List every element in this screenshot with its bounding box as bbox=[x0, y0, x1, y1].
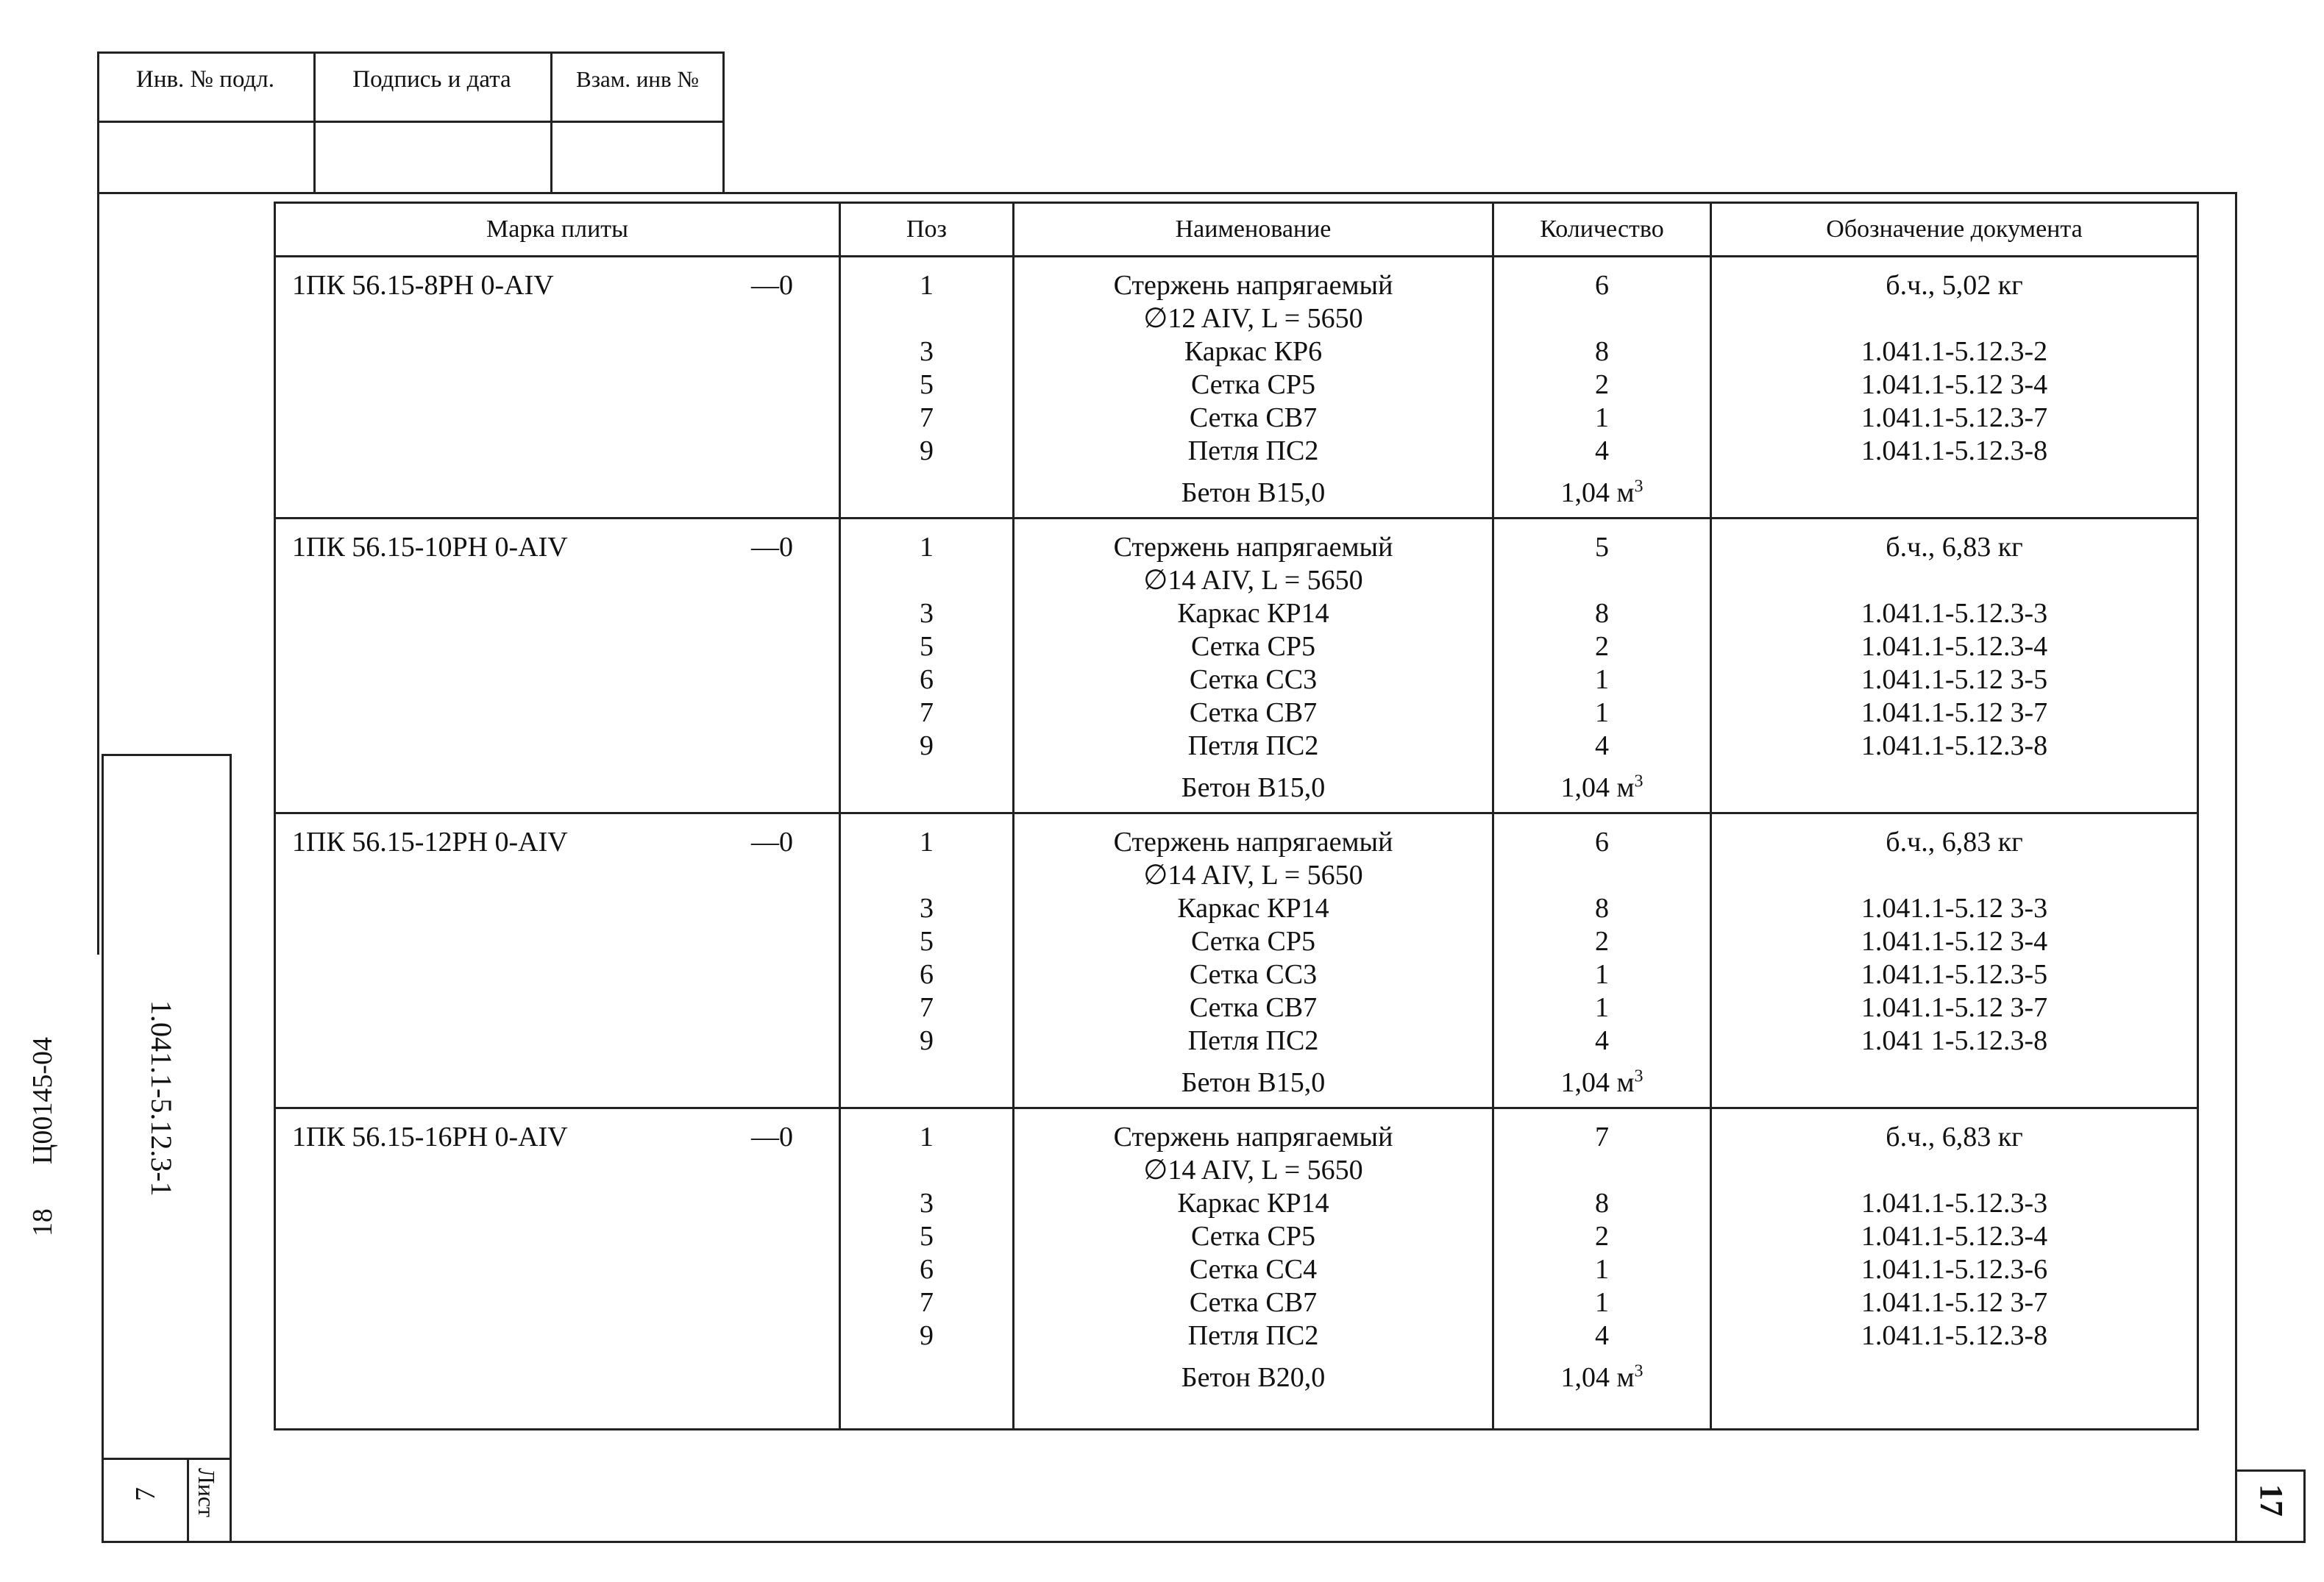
stamp-replace-label: Взам. инв № bbox=[576, 66, 699, 92]
plate-mark-suffix: —0 bbox=[751, 270, 793, 301]
spacer bbox=[841, 1353, 1012, 1361]
cell-qty bbox=[1493, 519, 1711, 813]
item-name: Петля ПС2 bbox=[1187, 435, 1319, 466]
item-document: 1.041.1-5.12 3-4 bbox=[1861, 369, 2048, 400]
position-number: 6 bbox=[920, 664, 934, 695]
position-number: 9 bbox=[920, 1320, 934, 1351]
concrete-unit-exponent: 3 bbox=[1634, 1361, 1643, 1381]
spacer bbox=[841, 477, 1012, 510]
cell-mark bbox=[275, 813, 840, 1108]
spacer bbox=[1494, 763, 1710, 772]
archive-page: 18 bbox=[27, 1208, 58, 1237]
position-number: 1 bbox=[920, 270, 934, 301]
spacer bbox=[841, 468, 1012, 477]
item-name: Каркас КР14 bbox=[1177, 893, 1329, 924]
spacer bbox=[841, 1066, 1012, 1100]
item-name: Стержень напрягаемый bbox=[1113, 532, 1393, 563]
cell-name bbox=[1014, 813, 1493, 1108]
spacer bbox=[1494, 468, 1710, 477]
spacer bbox=[1712, 1066, 2197, 1100]
spacer bbox=[1494, 859, 1710, 892]
position-number: 1 bbox=[920, 1122, 934, 1152]
spacer bbox=[1712, 763, 2197, 772]
position-number: 9 bbox=[920, 730, 934, 761]
spacer bbox=[841, 302, 1012, 335]
position-number: 9 bbox=[920, 435, 934, 466]
header-pos: Поз bbox=[840, 203, 1014, 257]
spacer bbox=[841, 763, 1012, 772]
concrete-name: Бетон В15,0 bbox=[1181, 1067, 1326, 1098]
item-quantity: 1 bbox=[1595, 1287, 1609, 1318]
cell-name bbox=[1014, 257, 1493, 519]
item-name: ∅14 AIV, L = 5650 bbox=[1143, 565, 1363, 596]
spacer bbox=[841, 1361, 1012, 1394]
item-name: Сетка СВ7 bbox=[1189, 697, 1318, 728]
position-number: 5 bbox=[920, 1221, 934, 1252]
header-qty: Количество bbox=[1493, 203, 1711, 257]
position-number: 9 bbox=[920, 1025, 934, 1056]
item-quantity: 1 bbox=[1595, 664, 1609, 695]
item-quantity: 8 bbox=[1595, 336, 1609, 367]
item-name: Петля ПС2 bbox=[1187, 1320, 1319, 1351]
spacer bbox=[1712, 772, 2197, 805]
item-document: 1.041.1-5.12 3-3 bbox=[1861, 893, 2048, 924]
cell-pos bbox=[840, 813, 1014, 1108]
position-number: 3 bbox=[920, 893, 934, 924]
concrete-quantity bbox=[1494, 1066, 1710, 1100]
position-number: 7 bbox=[920, 402, 934, 433]
item-name: Сетка СС3 bbox=[1189, 959, 1318, 990]
archive-code bbox=[26, 1037, 59, 1236]
item-name: Сетка СС3 bbox=[1189, 664, 1318, 695]
item-quantity: 2 bbox=[1595, 1221, 1609, 1252]
frame-left-step bbox=[102, 754, 230, 756]
sheet-label: Лист bbox=[193, 1468, 220, 1518]
cell-doc bbox=[1711, 519, 2198, 813]
item-name: Каркас КР6 bbox=[1184, 336, 1323, 367]
plate-mark bbox=[276, 1121, 839, 1154]
item-quantity: 8 bbox=[1595, 1188, 1609, 1219]
item-document: б.ч., 6,83 кг bbox=[1886, 1122, 2023, 1152]
spacer bbox=[1712, 468, 2197, 477]
item-document: 1.041.1-5.12.3-3 bbox=[1861, 1188, 2048, 1219]
table-header-row bbox=[275, 203, 2198, 257]
item-document: б.ч., 6,83 кг bbox=[1886, 827, 2023, 858]
item-name: Петля ПС2 bbox=[1187, 730, 1319, 761]
item-name: Каркас КР14 bbox=[1177, 1188, 1329, 1219]
frame-left-lower bbox=[102, 754, 104, 1543]
frame-left bbox=[97, 192, 99, 955]
cell-mark bbox=[275, 1108, 840, 1430]
spacer bbox=[841, 772, 1012, 805]
item-name: Сетка СР5 bbox=[1190, 369, 1315, 400]
plate-mark-suffix: —0 bbox=[751, 532, 793, 563]
spacer bbox=[1712, 1361, 2197, 1394]
item-document: 1.041.1-5.12 3-7 bbox=[1861, 1287, 2048, 1318]
spacer bbox=[1014, 468, 1492, 477]
plate-mark-code: 1ПК 56.15-12РН 0-AIV bbox=[292, 827, 568, 858]
item-name: ∅14 AIV, L = 5650 bbox=[1143, 1155, 1363, 1186]
page-number: 17 bbox=[2253, 1484, 2289, 1517]
stamp-signature-label: Подпись и дата bbox=[352, 66, 511, 93]
item-quantity: 5 bbox=[1595, 532, 1609, 563]
spacer bbox=[1494, 302, 1710, 335]
spacer bbox=[1494, 1353, 1710, 1361]
item-quantity: 2 bbox=[1595, 926, 1609, 957]
plate-mark-suffix: —0 bbox=[751, 1122, 793, 1152]
item-name: Стержень напрягаемый bbox=[1113, 270, 1393, 301]
item-document: 1.041.1-5.12 3-7 bbox=[1861, 697, 2048, 728]
sheet-stamp-top bbox=[102, 1458, 230, 1460]
document-code: 1.041.1-5.12.3-1 bbox=[145, 1000, 178, 1197]
item-quantity: 4 bbox=[1595, 1025, 1609, 1056]
item-document: 1.041.1-5.12.3-8 bbox=[1861, 1320, 2048, 1351]
concrete-name: Бетон В15,0 bbox=[1181, 772, 1326, 803]
plate-mark-suffix: —0 bbox=[751, 827, 793, 858]
cell-qty bbox=[1493, 1108, 1711, 1430]
spacer bbox=[841, 564, 1012, 597]
frame-right bbox=[2235, 192, 2237, 1543]
plate-mark-code: 1ПК 56.15-8РН 0-AIV bbox=[292, 270, 554, 301]
spacer bbox=[1494, 1058, 1710, 1066]
item-document: 1.041.1-5.12.3-7 bbox=[1861, 402, 2048, 433]
plate-mark-code: 1ПК 56.15-16РН 0-AIV bbox=[292, 1122, 568, 1152]
concrete-quantity-value: 1,04 м bbox=[1560, 477, 1635, 508]
item-quantity: 4 bbox=[1595, 730, 1609, 761]
spacer bbox=[1014, 1058, 1492, 1066]
item-quantity: 4 bbox=[1595, 1320, 1609, 1351]
position-number: 3 bbox=[920, 336, 934, 367]
position-number: 3 bbox=[920, 1188, 934, 1219]
table-group-row bbox=[275, 257, 2198, 519]
position-number: 7 bbox=[920, 697, 934, 728]
specification-table bbox=[274, 202, 2197, 1430]
spacer bbox=[841, 1154, 1012, 1187]
position-number: 5 bbox=[920, 926, 934, 957]
position-number: 3 bbox=[920, 598, 934, 629]
frame-bottom bbox=[102, 1541, 2235, 1543]
table-group-row bbox=[275, 519, 2198, 813]
item-quantity: 1 bbox=[1595, 697, 1609, 728]
item-name: Сетка СР5 bbox=[1190, 631, 1315, 662]
spacer bbox=[1712, 564, 2197, 597]
item-name: Сетка СР5 bbox=[1190, 1221, 1315, 1252]
cell-mark bbox=[275, 257, 840, 519]
item-name: Сетка СР5 bbox=[1190, 926, 1315, 957]
item-document: 1.041.1-5.12.3-5 bbox=[1861, 959, 2048, 990]
item-name: Петля ПС2 bbox=[1187, 1025, 1319, 1056]
cell-doc bbox=[1711, 813, 2198, 1108]
item-document: 1.041.1-5.12.3-2 bbox=[1861, 336, 2048, 367]
item-quantity: 6 bbox=[1595, 827, 1609, 858]
concrete-name: Бетон В20,0 bbox=[1181, 1362, 1326, 1393]
stamp-divider bbox=[97, 121, 725, 123]
concrete-quantity bbox=[1494, 477, 1710, 510]
item-document: 1.041.1-5.12.3-4 bbox=[1861, 631, 2048, 662]
cell-doc bbox=[1711, 1108, 2198, 1430]
item-quantity: 1 bbox=[1595, 1254, 1609, 1285]
plate-mark bbox=[276, 826, 839, 859]
item-name: Сетка СВ7 bbox=[1189, 402, 1318, 433]
item-quantity: 2 bbox=[1595, 369, 1609, 400]
cell-mark bbox=[275, 519, 840, 813]
spacer bbox=[841, 1058, 1012, 1066]
item-quantity: 1 bbox=[1595, 992, 1609, 1023]
cell-name bbox=[1014, 1108, 1493, 1430]
frame-side-column bbox=[230, 754, 232, 1543]
item-quantity: 8 bbox=[1595, 598, 1609, 629]
plate-mark bbox=[276, 531, 839, 564]
header-mark: Марка плиты bbox=[275, 203, 840, 257]
item-document: 1.041.1-5.12.3-6 bbox=[1861, 1254, 2048, 1285]
cell-qty bbox=[1493, 257, 1711, 519]
plate-mark-code: 1ПК 56.15-10РН 0-AIV bbox=[292, 532, 568, 563]
spacer bbox=[1712, 1154, 2197, 1187]
item-quantity: 1 bbox=[1595, 402, 1609, 433]
spacer bbox=[1712, 859, 2197, 892]
spacer bbox=[1494, 1154, 1710, 1187]
position-number: 6 bbox=[920, 1254, 934, 1285]
spacer bbox=[1712, 302, 2197, 335]
item-name: ∅14 AIV, L = 5650 bbox=[1143, 860, 1363, 891]
item-quantity: 4 bbox=[1595, 435, 1609, 466]
item-quantity: 7 bbox=[1595, 1122, 1609, 1152]
concrete-quantity-value: 1,04 м bbox=[1560, 1067, 1635, 1098]
item-document: 1.041.1-5.12.3-3 bbox=[1861, 598, 2048, 629]
cell-pos bbox=[840, 257, 1014, 519]
header-doc: Обозначение документа bbox=[1711, 203, 2198, 257]
item-name: Сетка СС4 bbox=[1189, 1254, 1318, 1285]
stamp-inv-label: Инв. № подл. bbox=[135, 66, 275, 93]
item-document: б.ч., 5,02 кг bbox=[1886, 270, 2023, 301]
item-document: 1.041.1-5.12.3-8 bbox=[1861, 435, 2048, 466]
cell-pos bbox=[840, 519, 1014, 813]
item-document: б.ч., 6,83 кг bbox=[1886, 532, 2023, 563]
cell-name bbox=[1014, 519, 1493, 813]
plate-mark bbox=[276, 269, 839, 302]
concrete-unit-exponent: 3 bbox=[1634, 772, 1643, 791]
cell-pos bbox=[840, 1108, 1014, 1430]
item-quantity: 2 bbox=[1595, 631, 1609, 662]
item-name: Стержень напрягаемый bbox=[1113, 1122, 1393, 1152]
position-number: 5 bbox=[920, 631, 934, 662]
concrete-quantity bbox=[1494, 1361, 1710, 1394]
table-group-row bbox=[275, 1108, 2198, 1430]
concrete-quantity bbox=[1494, 772, 1710, 805]
spacer bbox=[841, 859, 1012, 892]
sheet-stamp-divider bbox=[187, 1458, 189, 1543]
concrete-name: Бетон В15,0 bbox=[1181, 477, 1326, 508]
spacer bbox=[1712, 477, 2197, 510]
position-number: 1 bbox=[920, 532, 934, 563]
position-number: 7 bbox=[920, 1287, 934, 1318]
item-document: 1.041.1-5.12 3-7 bbox=[1861, 992, 2048, 1023]
spacer bbox=[1494, 564, 1710, 597]
position-number: 6 bbox=[920, 959, 934, 990]
item-quantity: 1 bbox=[1595, 959, 1609, 990]
frame-top bbox=[97, 192, 2235, 194]
sheet-number: 7 bbox=[130, 1487, 161, 1501]
item-quantity: 6 bbox=[1595, 270, 1609, 301]
item-name: Сетка СВ7 bbox=[1189, 992, 1318, 1023]
item-name: ∅12 AIV, L = 5650 bbox=[1143, 303, 1363, 334]
item-document: 1.041.1-5.12.3-8 bbox=[1861, 730, 2048, 761]
concrete-quantity-value: 1,04 м bbox=[1560, 1362, 1635, 1393]
item-document: 1.041 1-5.12.3-8 bbox=[1861, 1025, 2048, 1056]
table-group-row bbox=[275, 813, 2198, 1108]
concrete-unit-exponent: 3 bbox=[1634, 477, 1643, 496]
spacer bbox=[1014, 1353, 1492, 1361]
item-document: 1.041.1-5.12 3-4 bbox=[1861, 926, 2048, 957]
item-document: 1.041.1-5.12 3-5 bbox=[1861, 664, 2048, 695]
position-number: 1 bbox=[920, 827, 934, 858]
item-name: Стержень напрягаемый bbox=[1113, 827, 1393, 858]
spacer bbox=[1712, 1353, 2197, 1361]
cell-doc bbox=[1711, 257, 2198, 519]
item-document: 1.041.1-5.12.3-4 bbox=[1861, 1221, 2048, 1252]
spacer bbox=[1014, 763, 1492, 772]
position-number: 7 bbox=[920, 992, 934, 1023]
archive-code-value: Ц00145-04 bbox=[27, 1037, 58, 1165]
item-name: Каркас КР14 bbox=[1177, 598, 1329, 629]
item-quantity: 8 bbox=[1595, 893, 1609, 924]
cell-qty bbox=[1493, 813, 1711, 1108]
header-name: Наименование bbox=[1014, 203, 1493, 257]
spacer bbox=[1712, 1058, 2197, 1066]
position-number: 5 bbox=[920, 369, 934, 400]
concrete-unit-exponent: 3 bbox=[1634, 1066, 1643, 1086]
concrete-quantity-value: 1,04 м bbox=[1560, 772, 1635, 803]
item-name: Сетка СВ7 bbox=[1189, 1287, 1318, 1318]
